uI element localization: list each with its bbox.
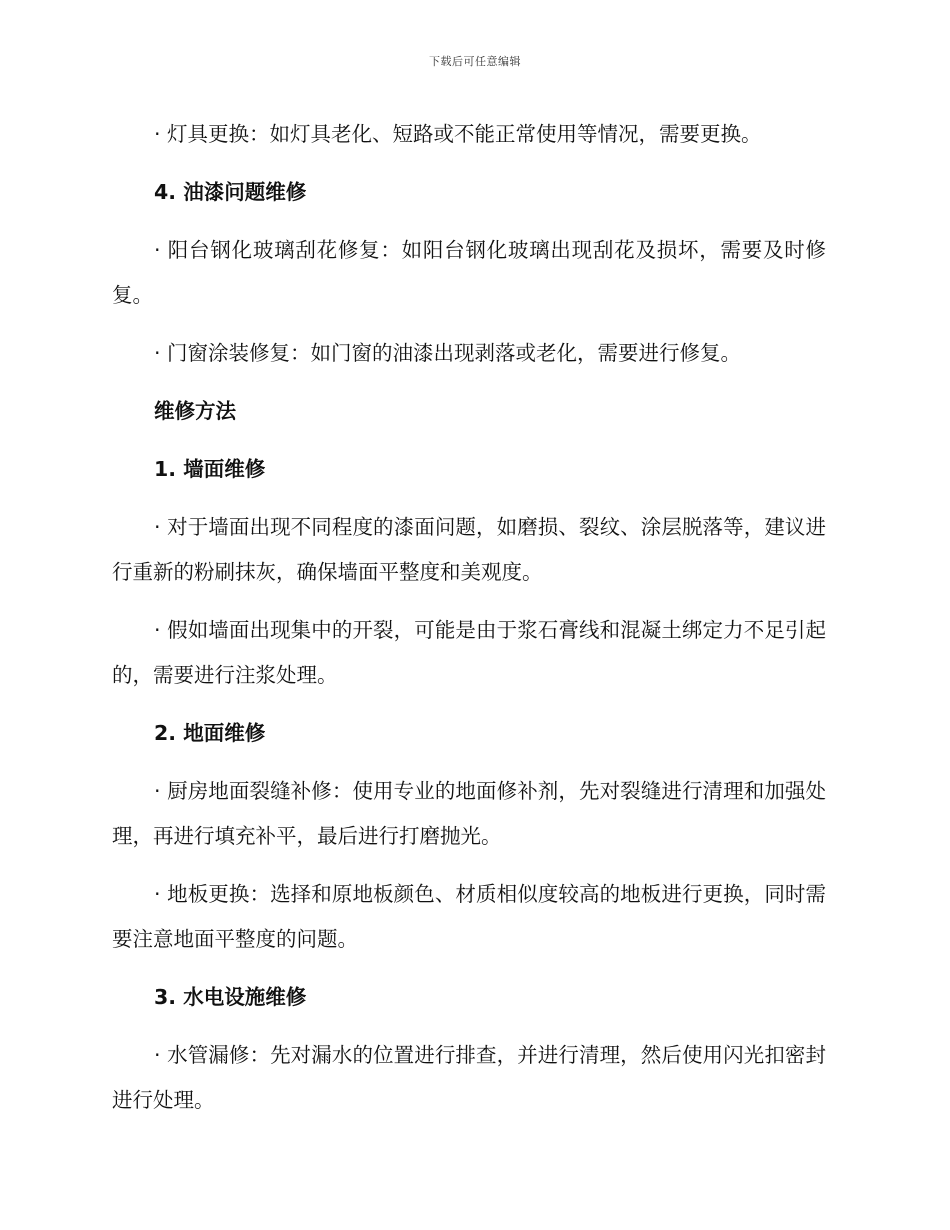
heading-floor-repair: 2. 地面维修 [154,721,266,745]
document-body [112,112,826,1136]
paragraph-wall-crack: · 假如墙面出现集中的开裂，可能是由于浆石膏线和混凝土绑定力不足引起的，需要进行注浆处理。 [112,618,826,687]
heading-paint-repair: 4. 油漆问题维修 [154,180,307,204]
heading-repair-methods: 维修方法 [154,399,236,423]
paragraph-pipe-leak: · 水管漏修：先对漏水的位置进行排查，并进行清理，然后使用闪光扣密封进行处理。 [112,1043,826,1112]
paragraph-wall-paint: · 对于墙面出现不同程度的漆面问题，如磨损、裂纹、涂层脱落等，建议进行重新的粉刷抹灰，确保墙面平整度和美观度。 [112,515,826,584]
paragraph-floor-replacement: · 地板更换：选择和原地板颜色、材质相似度较高的地板进行更换，同时需要注意地面平整度的问题。 [112,882,826,951]
heading-utilities-repair: 3. 水电设施维修 [154,985,307,1009]
paragraph-lamp-replacement: · 灯具更换：如灯具老化、短路或不能正常使用等情况，需要更换。 [154,122,762,146]
paragraph-balcony-glass: · 阳台钢化玻璃刮花修复：如阳台钢化玻璃出现刮花及损坏，需要及时修复。 [112,238,826,307]
heading-wall-repair: 1. 墙面维修 [154,457,266,481]
paragraph-kitchen-floor: · 厨房地面裂缝补修：使用专业的地面修补剂，先对裂缝进行清理和加强处理，再进行填充补平，最后进行打磨抛光。 [112,779,826,848]
page-header: 下载后可任意编辑 [429,55,521,68]
paragraph-door-window-coating: · 门窗涂装修复：如门窗的油漆出现剥落或老化，需要进行修复。 [154,341,742,365]
